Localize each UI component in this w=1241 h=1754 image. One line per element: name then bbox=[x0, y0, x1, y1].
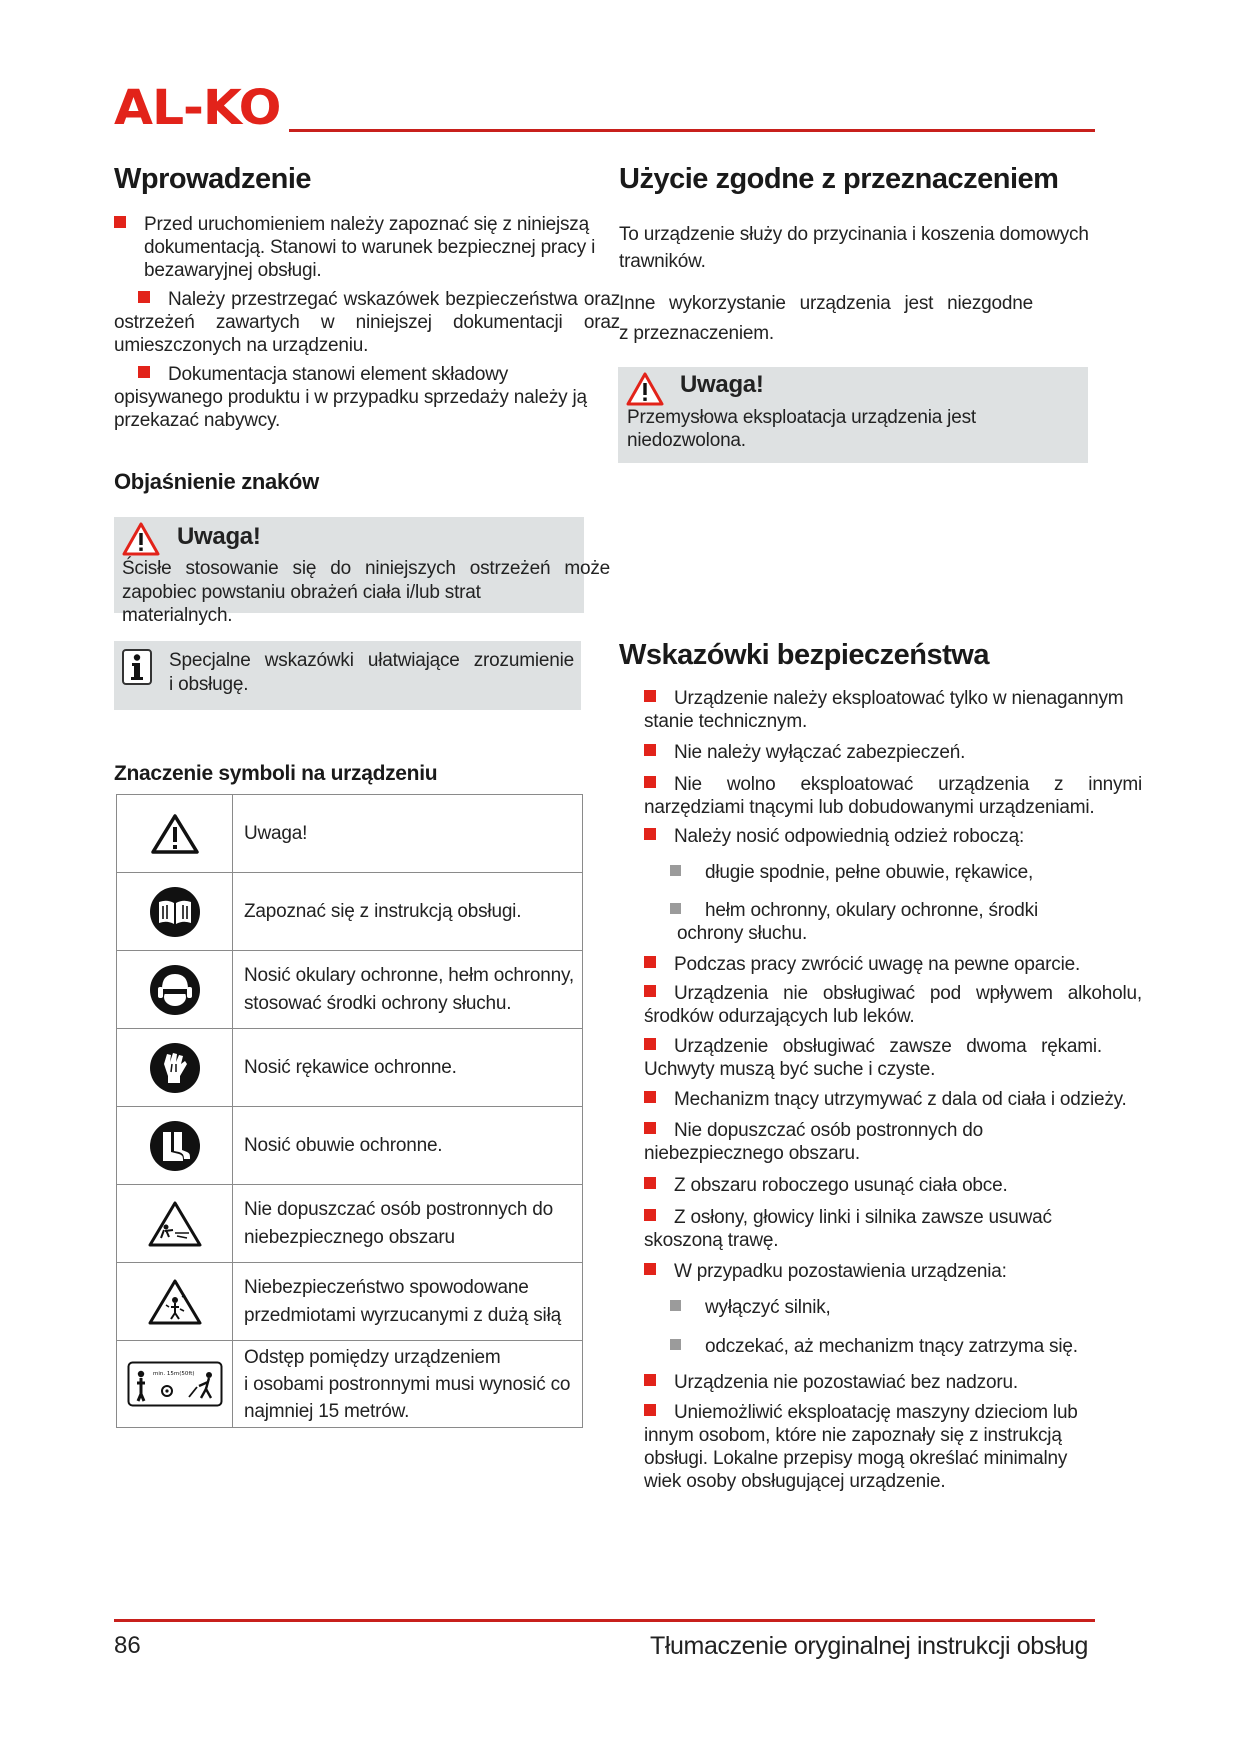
table-row bbox=[117, 1263, 583, 1341]
header-rule bbox=[289, 129, 1095, 132]
table-row bbox=[117, 1341, 583, 1428]
warning-text-line: Ścisłe stosowanie się do niniejszych ostrzeżeń może bbox=[122, 558, 610, 579]
symbol-label: i osobami postronnymi musi wynosić co bbox=[244, 1373, 571, 1395]
safety-title: Wskazówki bezpieczeństwa bbox=[619, 639, 989, 671]
warning-text-line: zapobiec powstaniu obrażeń ciała i/lub strat materialnych. bbox=[122, 582, 481, 626]
signs-title: Objaśnienie znaków bbox=[114, 469, 319, 494]
bullet-icon bbox=[644, 1177, 656, 1189]
list-item: Nie należy wyłączać zabezpieczeń. bbox=[644, 741, 1142, 764]
info-text-line: Specjalne wskazówki ułatwiające zrozumienie bbox=[169, 650, 574, 671]
bullet-icon bbox=[644, 1404, 656, 1416]
list-item: odczekać, aż mechanizm tnący zatrzyma się. bbox=[644, 1335, 1142, 1358]
page-number: 86 bbox=[114, 1632, 141, 1659]
intro-item: Dokumentacja stanowi element składowy opisywanego produktu i w przypadku sprzedaży należy ją przekazać nabywcy. bbox=[114, 364, 587, 431]
bullet-icon bbox=[644, 1374, 656, 1386]
gloves-icon bbox=[149, 1042, 201, 1094]
symbols-title: Znaczenie symboli na urządzeniu bbox=[114, 762, 438, 785]
list-item: Urządzenia nie obsługiwać pod wpływem alkoholu, środków odurzających lub leków. bbox=[644, 983, 1142, 1027]
warning-triangle-icon bbox=[626, 372, 664, 406]
list-item: Mechanizm tnący utrzymywać z dala od ciała i odzieży. bbox=[644, 1088, 1142, 1111]
warning-title: Uwaga! bbox=[680, 371, 764, 398]
warning-text: Przemysłowa eksploatacja urządzenia jest niedozwolona. bbox=[627, 407, 976, 451]
symbols-table bbox=[116, 794, 583, 1428]
flying-objects-icon bbox=[147, 1278, 203, 1326]
warning-triangle-icon bbox=[150, 813, 200, 855]
list-item: wyłączyć silnik, bbox=[644, 1296, 1142, 1319]
boots-icon bbox=[149, 1120, 201, 1172]
intro-title: Wprowadzenie bbox=[114, 163, 312, 195]
list-item: Urządzenie obsługiwać zawsze dwoma rękami. Uchwyty muszą być suche i czyste. bbox=[644, 1036, 1102, 1080]
list-item: W przypadku pozostawienia urządzenia: bbox=[644, 1260, 1142, 1283]
usage-text-line: z przeznaczeniem. bbox=[619, 323, 775, 344]
bullet-icon bbox=[644, 776, 656, 788]
usage-warning-box bbox=[618, 367, 1088, 463]
table-row bbox=[117, 873, 583, 951]
bullet-icon bbox=[670, 903, 681, 914]
symbol-label: niebezpiecznego obszaru bbox=[244, 1226, 455, 1248]
list-item: Nie dopuszczać osób postronnych do niebezpiecznego obszaru. bbox=[644, 1120, 984, 1164]
warning-title: Uwaga! bbox=[177, 523, 261, 550]
symbol-label: Uwaga! bbox=[244, 822, 308, 844]
safety-distance-icon bbox=[127, 1361, 223, 1407]
alko-logo: AL-KO bbox=[114, 80, 281, 136]
warning-box bbox=[114, 517, 610, 626]
info-text-line: i obsługę. bbox=[169, 674, 249, 695]
list-item: Nie wolno eksploatować urządzenia z innymi narzędziami tnącymi lub dobudowanymi urządzeniami. bbox=[644, 774, 1142, 818]
bullet-icon bbox=[138, 291, 150, 303]
bullet-icon bbox=[670, 1339, 681, 1350]
bullet-icon bbox=[644, 985, 656, 997]
usage-text-line: To urządzenie służy do przycinania i koszenia domowych bbox=[619, 224, 1089, 245]
footer-rule bbox=[114, 1619, 1095, 1622]
footer-title: Tłumaczenie oryginalnej instrukcji obsług bbox=[650, 1632, 1088, 1660]
intro-item: Przed uruchomieniem należy zapoznać się z niniejszą dokumentacją. Stanowi to warunek bezpiecznej pracy i bezawaryjnej obsługi. bbox=[114, 213, 620, 282]
eye-ear-protection-icon bbox=[149, 964, 201, 1016]
list-item: długie spodnie, pełne obuwie, rękawice, bbox=[644, 861, 1142, 884]
info-box bbox=[114, 641, 581, 710]
usage-text-line: trawników. bbox=[619, 251, 706, 272]
warning-triangle-icon bbox=[122, 522, 160, 556]
list-item: Uniemożliwić eksploatację maszyny dzieciom lub innym osobom, które nie zapoznały się z instrukcją obsługi. Lokalne przepisy mogą określać minimalny wiek osoby obsługującej urządzenie. bbox=[644, 1402, 1078, 1492]
bullet-icon bbox=[644, 1122, 656, 1134]
list-item: Należy nosić odpowiednią odzież roboczą: bbox=[644, 825, 1142, 848]
bullet-icon bbox=[138, 366, 150, 378]
symbol-label: Nosić okulary ochronne, hełm ochronny, bbox=[244, 964, 574, 986]
manual-book-icon bbox=[149, 886, 201, 938]
bullet-icon bbox=[670, 1300, 681, 1311]
table-row bbox=[117, 1107, 583, 1185]
bystanders-warning-icon bbox=[147, 1200, 203, 1248]
symbol-label: stosować środki ochrony słuchu. bbox=[244, 992, 512, 1014]
safety-list bbox=[644, 687, 1142, 1493]
list-item: Z osłony, głowicy linki i silnika zawsze usuwać skoszoną trawę. bbox=[644, 1207, 1052, 1251]
list-item: Urządzenie należy eksploatować tylko w nienagannym stanie technicznym. bbox=[644, 688, 1124, 732]
list-item: Z obszaru roboczego usunąć ciała obce. bbox=[644, 1174, 1142, 1197]
bullet-icon bbox=[644, 828, 656, 840]
table-row bbox=[117, 795, 583, 873]
list-item: hełm ochronny, okulary ochronne, środki ochrony słuchu. bbox=[644, 899, 1142, 945]
bullet-icon bbox=[644, 1038, 656, 1050]
list-item: Podczas pracy zwrócić uwagę na pewne oparcie. bbox=[644, 953, 1142, 976]
intro-item: Należy przestrzegać wskazówek bezpieczeństwa oraz ostrzeżeń zawartych w niniejszej dokumentacji oraz umieszczonych na urządzeniu. bbox=[114, 289, 620, 356]
symbol-label: najmniej 15 metrów. bbox=[244, 1400, 410, 1422]
bullet-icon bbox=[644, 690, 656, 702]
usage-text-line: Inne wykorzystanie urządzenia jest niezgodne bbox=[619, 293, 1033, 314]
symbol-label: Odstęp pomiędzy urządzeniem bbox=[244, 1346, 501, 1368]
distance-label: min. 15m(50ft) bbox=[152, 1371, 195, 1377]
list-item: Urządzenia nie pozostawiać bez nadzoru. bbox=[644, 1371, 1142, 1394]
bullet-icon bbox=[644, 744, 656, 756]
bullet-icon bbox=[670, 865, 681, 876]
symbol-label: Nosić rękawice ochronne. bbox=[244, 1056, 457, 1078]
intro-list bbox=[114, 213, 620, 438]
table-row bbox=[117, 951, 583, 1029]
info-icon bbox=[122, 649, 152, 685]
bullet-icon bbox=[644, 1091, 656, 1103]
symbol-label: Niebezpieczeństwo spowodowane bbox=[244, 1276, 529, 1298]
bullet-icon bbox=[114, 216, 126, 228]
symbol-label: Nie dopuszczać osób postronnych do bbox=[244, 1198, 554, 1220]
bullet-icon bbox=[644, 1209, 656, 1221]
symbol-label: przedmiotami wyrzucanymi z dużą siłą bbox=[244, 1304, 561, 1326]
bullet-icon bbox=[644, 956, 656, 968]
symbol-label: Zapoznać się z instrukcją obsługi. bbox=[244, 900, 522, 922]
bullet-icon bbox=[644, 1263, 656, 1275]
symbol-label: Nosić obuwie ochronne. bbox=[244, 1134, 443, 1156]
usage-title: Użycie zgodne z przeznaczeniem bbox=[619, 163, 1059, 195]
table-row bbox=[117, 1029, 583, 1107]
table-row bbox=[117, 1185, 583, 1263]
